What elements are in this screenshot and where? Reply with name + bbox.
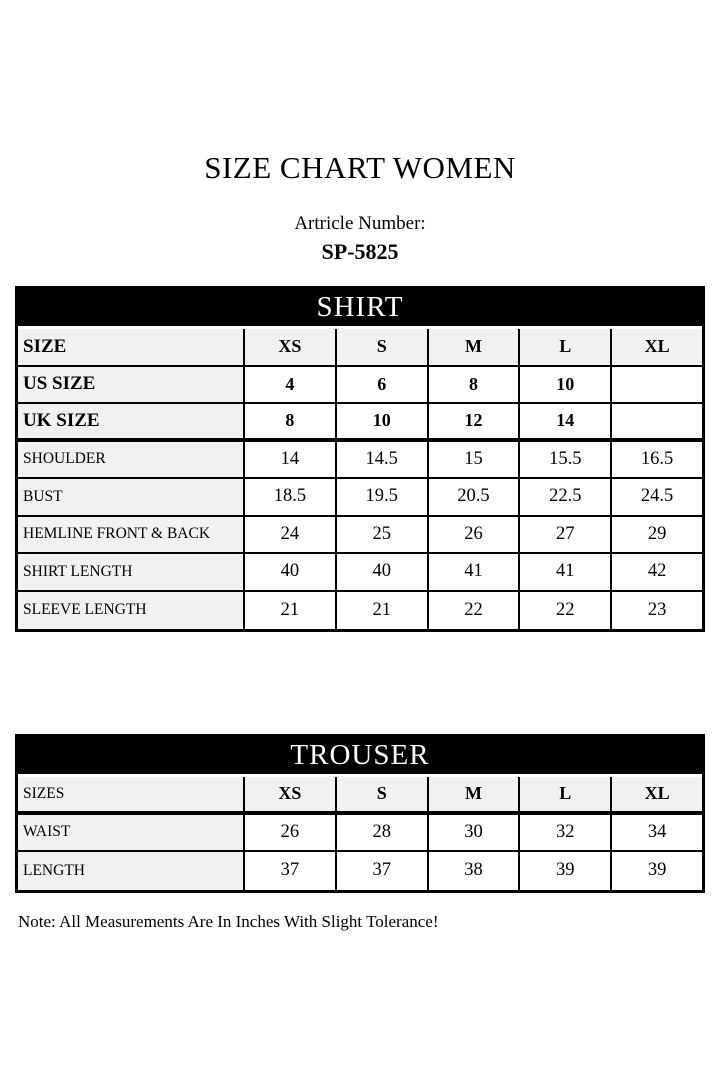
cell-value: XS — [243, 777, 335, 811]
table-row — [18, 329, 702, 367]
cell-value: 22 — [427, 592, 519, 630]
cell-value: XL — [610, 777, 702, 811]
table-row — [18, 367, 702, 405]
table-row — [18, 592, 702, 630]
measurement-note: Note: All Measurements Are In Inches With Slight Tolerance! — [18, 911, 439, 931]
cell-value: 34 — [610, 815, 702, 851]
article-number-value: SP-5825 — [321, 239, 399, 264]
cell-value: 30 — [427, 815, 519, 851]
cell-value: 26 — [427, 517, 519, 553]
cell-value: 41 — [427, 554, 519, 590]
cell-value: 6 — [335, 367, 427, 403]
cell-value: 40 — [243, 554, 335, 590]
trouser-size-table — [15, 734, 705, 893]
row-label: SHIRT LENGTH — [18, 554, 243, 590]
row-label: BUST — [18, 479, 243, 515]
cell-value: 18.5 — [243, 479, 335, 515]
cell-value: 32 — [518, 815, 610, 851]
article-number-label: Artricle Number: — [294, 213, 426, 234]
cell-value: 24.5 — [610, 479, 702, 515]
cell-value: 16.5 — [610, 442, 702, 478]
cell-value: XS — [243, 329, 335, 365]
row-label: US SIZE — [18, 367, 243, 403]
page-title: SIZE CHART WOMEN — [204, 150, 516, 185]
cell-value: 40 — [335, 554, 427, 590]
cell-value: 22 — [518, 592, 610, 630]
cell-value: 22.5 — [518, 479, 610, 515]
cell-value: S — [335, 329, 427, 365]
table-row — [18, 479, 702, 517]
shirt-size-table — [15, 286, 705, 632]
table-row — [18, 815, 702, 853]
cell-value: 14 — [518, 404, 610, 438]
shirt-table-title: SHIRT — [18, 289, 702, 329]
table-row — [18, 517, 702, 555]
cell-value: 10 — [518, 367, 610, 403]
cell-value: 39 — [610, 852, 702, 890]
table-row — [18, 442, 702, 480]
cell-value: 24 — [243, 517, 335, 553]
cell-value: L — [518, 329, 610, 365]
row-label: LENGTH — [18, 852, 243, 890]
cell-value: 41 — [518, 554, 610, 590]
cell-value: 14.5 — [335, 442, 427, 478]
cell-value: 42 — [610, 554, 702, 590]
cell-value: 15 — [427, 442, 519, 478]
cell-value: 10 — [335, 404, 427, 438]
cell-value: 38 — [427, 852, 519, 890]
table-row — [18, 404, 702, 442]
cell-value: 8 — [243, 404, 335, 438]
cell-value: 20.5 — [427, 479, 519, 515]
cell-value: M — [427, 329, 519, 365]
cell-value — [610, 367, 702, 403]
row-label: UK SIZE — [18, 404, 243, 438]
cell-value: 21 — [335, 592, 427, 630]
cell-value: 23 — [610, 592, 702, 630]
cell-value: 8 — [427, 367, 519, 403]
row-label: SIZES — [18, 777, 243, 811]
shirt-table-body — [18, 329, 702, 629]
table-row — [18, 852, 702, 890]
cell-value: 21 — [243, 592, 335, 630]
row-label: SLEEVE LENGTH — [18, 592, 243, 630]
row-label: WAIST — [18, 815, 243, 851]
cell-value: 25 — [335, 517, 427, 553]
cell-value: 4 — [243, 367, 335, 403]
trouser-table-body — [18, 777, 702, 890]
cell-value: XL — [610, 329, 702, 365]
cell-value: 26 — [243, 815, 335, 851]
table-row — [18, 777, 702, 815]
row-label: SHOULDER — [18, 442, 243, 478]
cell-value: 37 — [243, 852, 335, 890]
trouser-table-title: TROUSER — [18, 737, 702, 777]
cell-value: 15.5 — [518, 442, 610, 478]
cell-value: S — [335, 777, 427, 811]
cell-value: 39 — [518, 852, 610, 890]
cell-value: 14 — [243, 442, 335, 478]
table-row — [18, 554, 702, 592]
cell-value — [610, 404, 702, 438]
row-label: HEMLINE FRONT & BACK — [18, 517, 243, 553]
cell-value: M — [427, 777, 519, 811]
cell-value: 12 — [427, 404, 519, 438]
cell-value: 29 — [610, 517, 702, 553]
row-label: SIZE — [18, 329, 243, 365]
cell-value: 28 — [335, 815, 427, 851]
cell-value: 19.5 — [335, 479, 427, 515]
cell-value: 37 — [335, 852, 427, 890]
cell-value: 27 — [518, 517, 610, 553]
cell-value: L — [518, 777, 610, 811]
